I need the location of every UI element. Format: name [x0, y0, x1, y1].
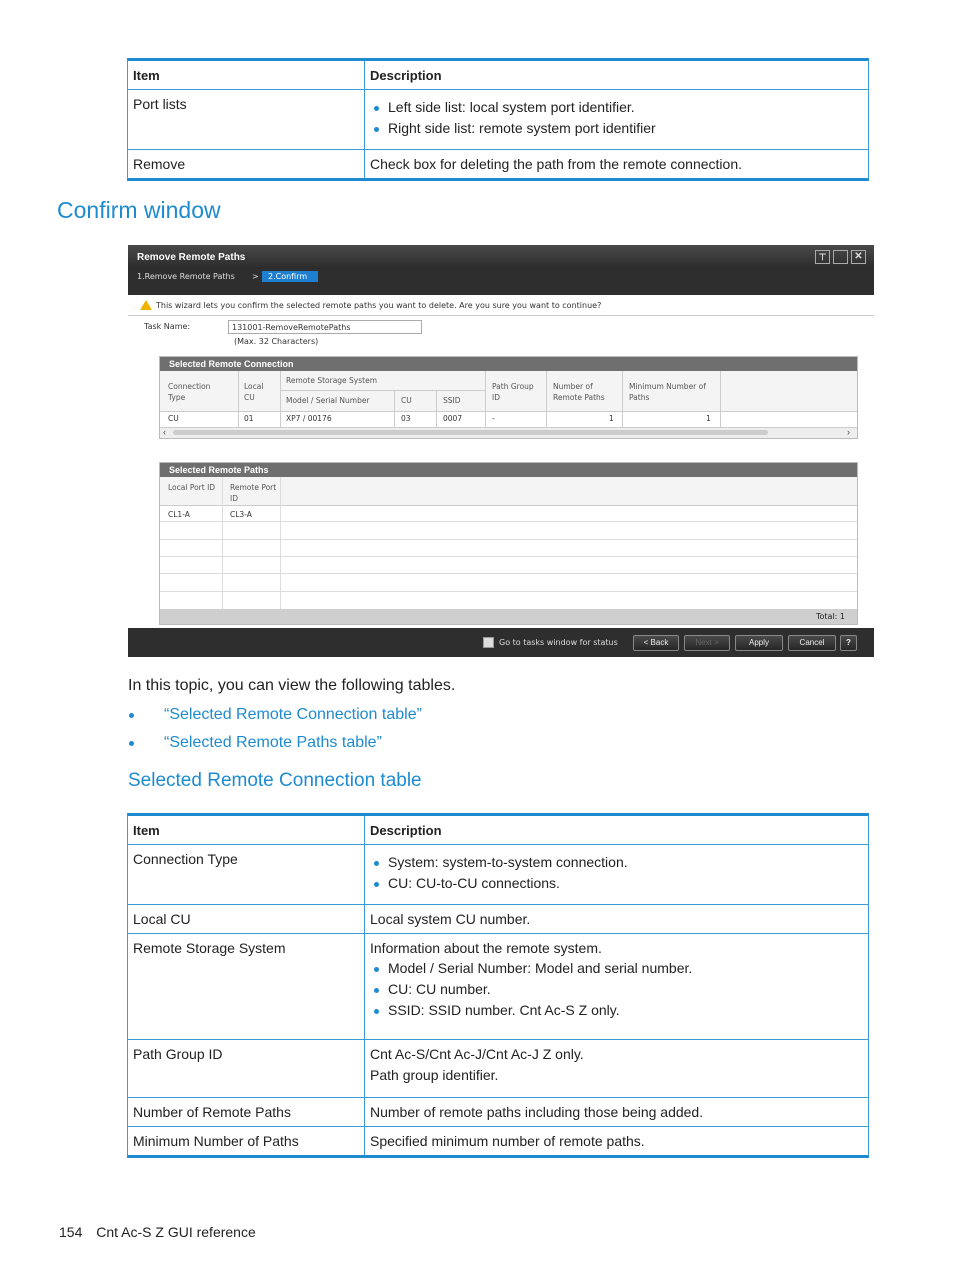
row-description: Check box for deleting the path from the remote connection. [365, 150, 869, 179]
row-description [365, 90, 869, 150]
row-description-text: Cnt Ac-S/Cnt Ac-J/Cnt Ac-J Z only. [370, 1046, 584, 1062]
row-divider [160, 556, 857, 557]
cell-connection-type: CU [168, 414, 179, 423]
bullet-item: Model / Serial Number: Model and serial number. [388, 960, 863, 976]
link-list [128, 706, 422, 762]
cell-number-of-remote-paths: 1 [609, 414, 614, 423]
col-remote-storage-system: Remote Storage System [286, 376, 378, 385]
divider [128, 315, 874, 316]
bullet-icon [129, 741, 134, 746]
warning-icon [140, 300, 152, 310]
apply-button[interactable]: Apply [735, 635, 783, 651]
task-name-label: Task Name: [144, 322, 191, 331]
total-count: Total: 1 [815, 612, 845, 621]
row-item: Remove [128, 150, 365, 179]
footer-title: Cnt Ac-S Z GUI reference [96, 1224, 256, 1240]
bullet-item: CU: CU number. [388, 981, 863, 997]
row-description: Local system CU number. [365, 905, 869, 934]
col-model-serial: Model / Serial Number [286, 396, 370, 405]
connection-table [127, 813, 869, 1158]
go-to-tasks-checkbox[interactable] [483, 637, 494, 648]
column-divider [546, 371, 547, 427]
col-ssid: SSID [443, 396, 461, 405]
row-item: Minimum Number of Paths [128, 1127, 365, 1156]
dialog-title: Remove Remote Paths [137, 252, 246, 263]
paths-total-bar [160, 609, 857, 624]
table-header-description: Description [370, 68, 442, 83]
scroll-left-icon[interactable]: ‹ [163, 427, 166, 437]
column-divider [720, 371, 721, 427]
col-local-port-id: Local Port ID [168, 483, 216, 492]
table-row [128, 150, 868, 179]
row-description-text: Path group identifier. [370, 1067, 499, 1083]
col-path-group-id: Path Group ID [492, 382, 534, 402]
col-local-cu: Local CU [244, 382, 264, 402]
remove-remote-paths-dialog [128, 245, 874, 657]
wizard-step-2: 2.Confirm [262, 271, 318, 282]
table-row [128, 905, 868, 934]
dialog-body [128, 295, 874, 628]
connection-table-grid [128, 816, 868, 1155]
column-divider [436, 391, 437, 427]
row-item: Port lists [128, 90, 365, 150]
row-description: Specified minimum number of remote paths. [365, 1127, 869, 1156]
go-to-tasks-label: Go to tasks window for status [499, 638, 618, 647]
bullet-item: CU: CU-to-CU connections. [388, 875, 863, 891]
port-table [127, 58, 869, 181]
page-footer [59, 1224, 256, 1240]
close-icon[interactable]: ✕ [851, 250, 866, 264]
port-table-grid [128, 61, 868, 178]
cell-model-serial: XP7 / 00176 [286, 414, 332, 423]
intro-text: In this topic, you can view the following tables. [128, 677, 456, 694]
col-remote-port-id: Remote Port ID [230, 483, 277, 503]
row-description: Number of remote paths including those being added. [365, 1098, 869, 1127]
bullet-item: SSID: SSID number. Cnt Ac-S Z only. [388, 1002, 863, 1018]
row-divider [160, 573, 857, 574]
paths-panel-title: Selected Remote Paths [160, 463, 857, 477]
column-divider [280, 477, 281, 609]
table-row [128, 845, 868, 905]
column-divider [394, 391, 395, 427]
confirm-window-heading: Confirm window [57, 197, 221, 223]
cell-ssid: 0007 [443, 414, 463, 423]
horizontal-scrollbar[interactable] [160, 427, 857, 438]
cell-remote-port-id: CL3-A [230, 510, 252, 519]
link-selected-remote-paths[interactable]: “Selected Remote Paths table” [164, 734, 382, 751]
scroll-right-icon[interactable]: › [847, 427, 850, 437]
col-connection-type: Connection Type [168, 382, 211, 402]
column-divider [222, 477, 223, 609]
back-button[interactable]: < Back [633, 635, 679, 651]
column-divider [280, 371, 281, 427]
link-item[interactable] [128, 706, 422, 734]
col-minimum-number-of-paths: Minimum Number of Paths [629, 382, 706, 402]
cancel-button[interactable]: Cancel [788, 635, 836, 651]
link-item[interactable] [128, 734, 422, 762]
cell-cu: 03 [401, 414, 411, 423]
row-item: Remote Storage System [128, 934, 365, 1040]
dialog-titlebar [128, 245, 874, 269]
col-number-of-remote-paths: Number of Remote Paths [553, 382, 605, 402]
bullet-item: Right side list: remote system port identifier [388, 120, 863, 136]
page-number: 154 [59, 1224, 83, 1240]
row-divider [160, 539, 857, 540]
row-divider [160, 591, 857, 592]
row-divider [281, 390, 485, 391]
selected-remote-connection-panel [159, 356, 858, 439]
bullet-item: Left side list: local system port identifier. [388, 99, 863, 115]
table-row [128, 1098, 868, 1127]
task-name-hint: (Max. 32 Characters) [234, 337, 319, 346]
next-button[interactable]: Next > [684, 635, 730, 651]
table-row [128, 1040, 868, 1098]
column-divider [238, 371, 239, 427]
pin-icon[interactable]: ⊤ [815, 250, 830, 264]
selected-remote-paths-panel [159, 462, 858, 625]
cell-path-group-id: - [492, 414, 495, 423]
maximize-icon[interactable] [833, 250, 848, 264]
row-item: Path Group ID [128, 1040, 365, 1098]
connection-panel-title: Selected Remote Connection [160, 357, 857, 371]
row-item: Connection Type [128, 845, 365, 905]
row-item: Number of Remote Paths [128, 1098, 365, 1127]
cell-local-cu: 01 [244, 414, 254, 423]
row-description [365, 845, 869, 905]
cell-local-port-id: CL1-A [168, 510, 190, 519]
table-row [128, 934, 868, 1040]
task-name-input[interactable] [228, 320, 422, 334]
column-divider [622, 371, 623, 427]
bullet-icon [129, 713, 134, 718]
column-divider [485, 371, 486, 427]
row-item: Local CU [128, 905, 365, 934]
scrollbar-thumb[interactable] [173, 430, 768, 435]
bullet-item: System: system-to-system connection. [388, 854, 863, 870]
cell-minimum-number-of-paths: 1 [706, 414, 711, 423]
wizard-step-1: 1.Remove Remote Paths [137, 272, 235, 281]
row-description [365, 1040, 869, 1098]
table-row [128, 1127, 868, 1156]
wizard-step-separator: > [252, 272, 259, 281]
section-heading: Selected Remote Connection table [128, 770, 422, 791]
row-description-text: Information about the remote system. [370, 940, 602, 956]
row-description [365, 934, 869, 1040]
help-button[interactable]: ? [840, 635, 857, 651]
table-header-item: Item [128, 61, 365, 90]
table-row [128, 90, 868, 150]
table-header-description: Description [370, 823, 442, 838]
col-cu: CU [401, 396, 412, 405]
link-selected-remote-connection[interactable]: “Selected Remote Connection table” [164, 706, 422, 723]
row-divider [160, 521, 857, 522]
warning-text: This wizard lets you confirm the selected remote paths you want to delete. Are you sure you want to continue? [156, 301, 602, 310]
table-header-item: Item [128, 816, 365, 845]
